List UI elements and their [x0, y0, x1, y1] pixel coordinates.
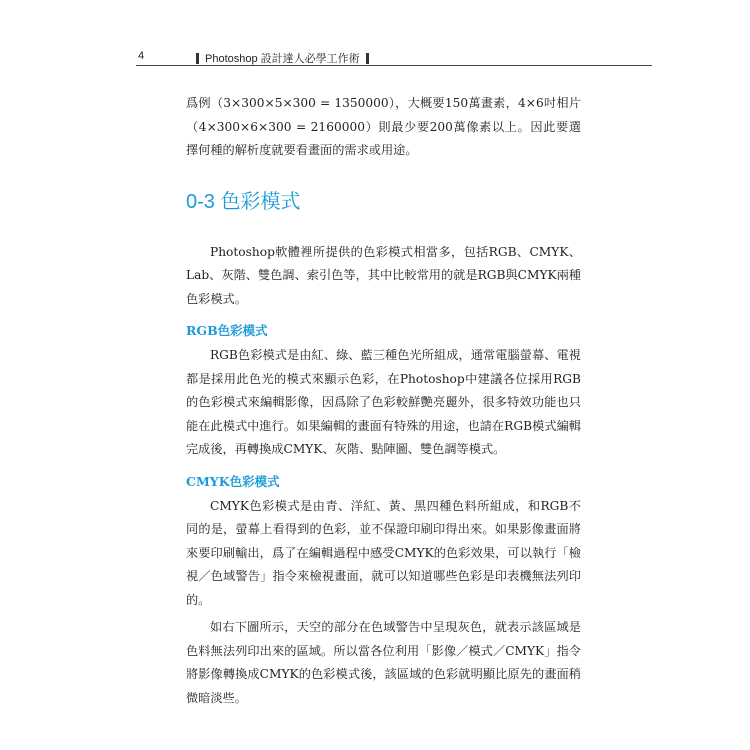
running-header	[136, 48, 652, 66]
spacer	[186, 228, 581, 241]
book-title: Photoshop 設計達人必學工作術	[205, 53, 360, 65]
header-bar-right-icon	[366, 53, 369, 64]
page-number: 4	[138, 50, 145, 62]
rgb-heading: RGB色彩模式	[186, 323, 268, 338]
intro-paragraph: 爲例（3×300×5×300 = 1350000），大概要150萬畫素，4×6吋相片（4×300×6×300 = 2160000）則最少要200萬像素以上。因此要選擇何種的解析度就要看畫面的需求或用途。	[186, 96, 581, 157]
cmyk-paragraph-2: 如右下圖所示，天空的部分在色域警告中呈現灰色，就表示該區域是色料無法列印出來的區域。所以當各位利用「影像／模式／CMYK」指令將影像轉換成CMYK的色彩模式後，該區域的色彩就明顯比原先的畫面稍微暗淡些。	[186, 620, 581, 705]
cmyk-heading: CMYK色彩模式	[186, 473, 280, 489]
header-bar-left-icon	[196, 53, 199, 64]
section-title: 0-3 色彩模式	[186, 190, 301, 213]
section-intro-paragraph: Photoshop軟體裡所提供的色彩模式相當多，包括RGB、CMYK、Lab、灰階、雙色調、索引色等，其中比較常用的就是RGB與CMYK兩種色彩模式。	[186, 244, 581, 306]
rgb-paragraph: RGB色彩模式是由紅、綠、藍三種色光所組成，通常電腦螢幕、電視都是採用此色光的模式來顯示色彩，在Photoshop中建議各位採用RGB的色彩模式來編輯影像，因爲除了色彩較鮮艷亮麗外，很多特效功能也只能在此模式中進行。如果編輯的畫面有特殊的用途，也請在RGB模式編輯完成後，再轉換成CMYK、灰階、點陣圖、雙色調等模式。	[186, 348, 581, 456]
header-rule	[136, 65, 652, 66]
page-content	[186, 92, 581, 710]
header-title-group	[196, 50, 369, 66]
cmyk-paragraph-1: CMYK色彩模式是由青、洋紅、黃、黑四種色料所組成，和RGB不同的是，螢幕上看得到的色彩，並不保證印刷印得出來。如果影像畫面將來要印刷輸出，爲了在編輯過程中感受CMYK的色彩效果，可以執行「檢視／色域警告」指令來檢視畫面，就可以知道哪些色彩是印表機無法列印的。	[186, 498, 581, 607]
